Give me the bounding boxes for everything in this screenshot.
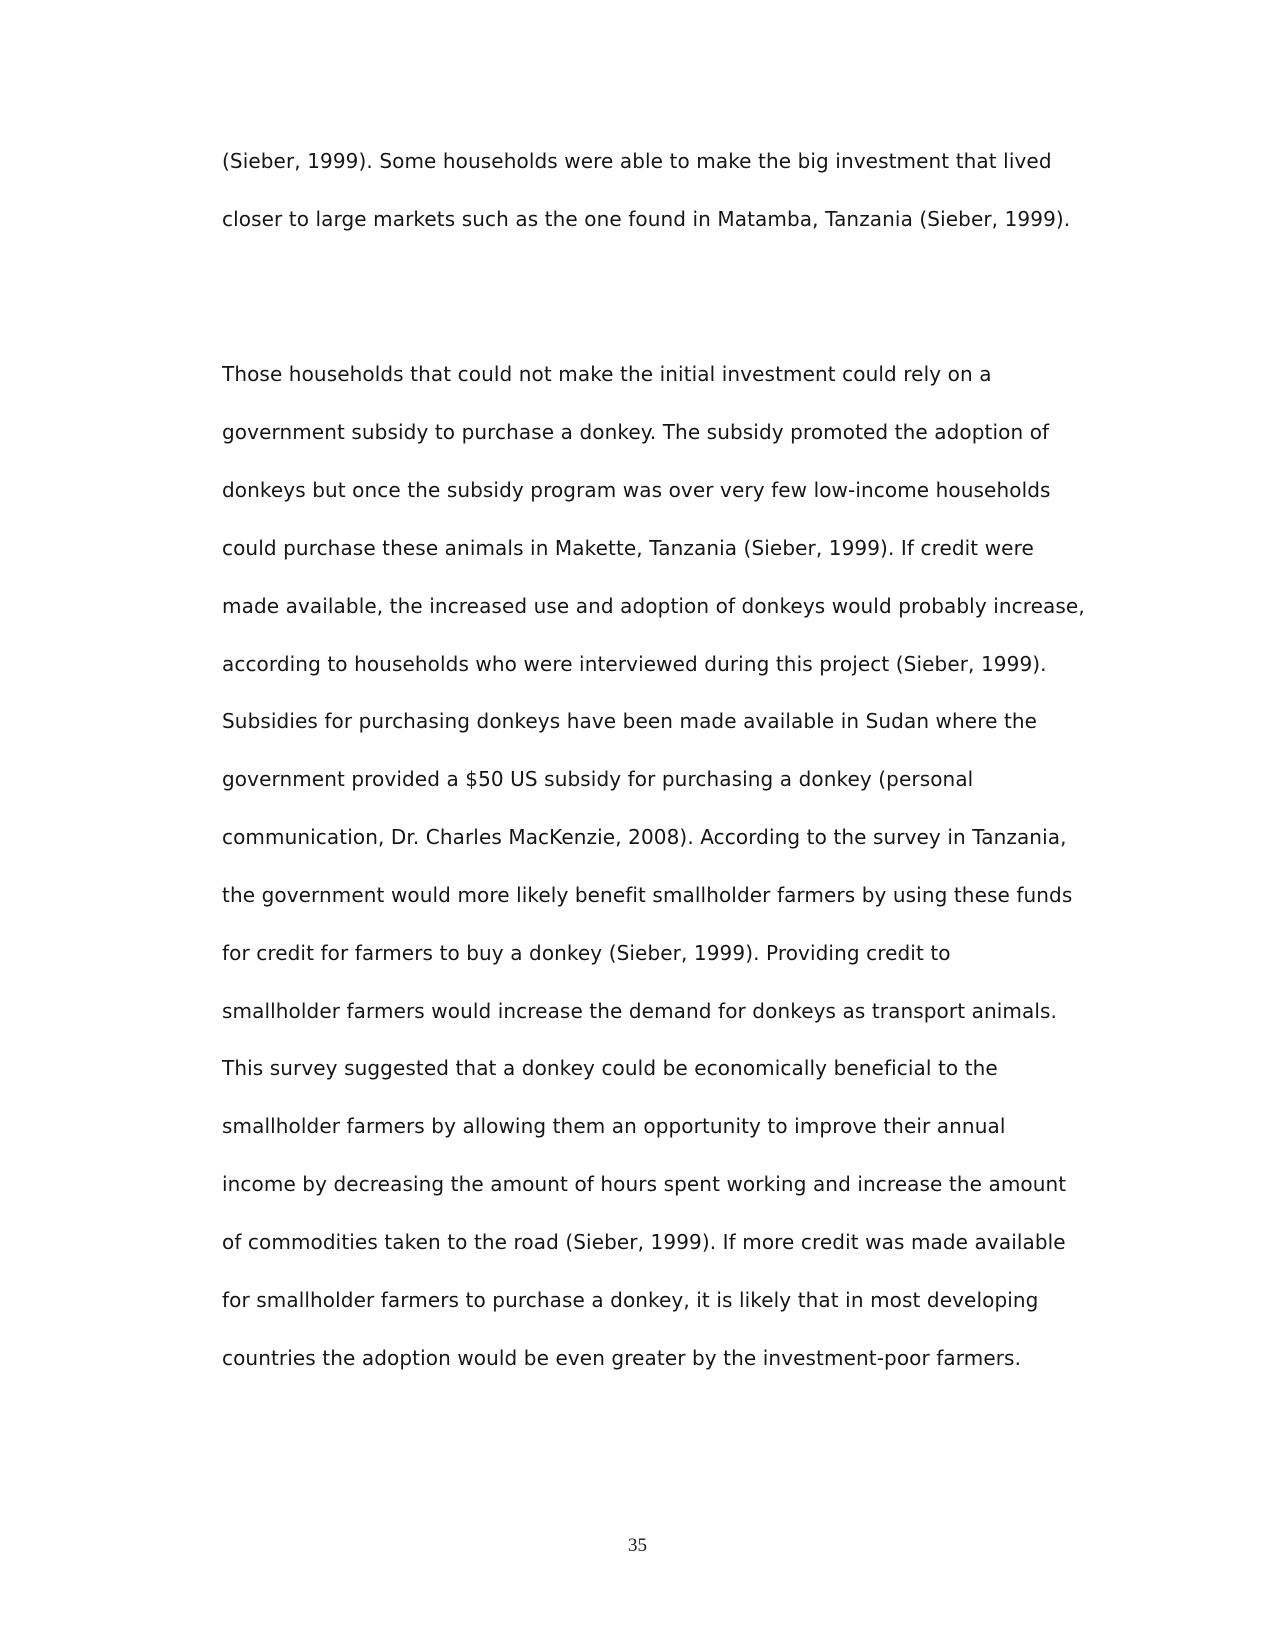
- text-line: smallholder farmers by allowing them an opportunity to improve their annual: [222, 1114, 1006, 1138]
- text-line: for credit for farmers to buy a donkey (Sieber, 1999). Providing credit to: [222, 941, 951, 965]
- text-line: income by decreasing the amount of hours spent working and increase the amount: [222, 1172, 1067, 1196]
- text-line: (Sieber, 1999). Some households were able to make the big investment that lived: [222, 149, 1052, 173]
- text-line: could purchase these animals in Makette, Tanzania (Sieber, 1999). If credit were: [222, 536, 1034, 560]
- text-line: countries the adoption would be even greater by the investment-poor farmers.: [222, 1346, 1022, 1370]
- text-line: smallholder farmers would increase the demand for donkeys as transport animals.: [222, 999, 1057, 1023]
- text-line: the government would more likely benefit smallholder farmers by using these funds: [222, 883, 1073, 907]
- page-number: 35: [628, 1535, 647, 1556]
- text-line: donkeys but once the subsidy program was over very few low-income households: [222, 478, 1051, 502]
- text-line: closer to large markets such as the one found in Matamba, Tanzania (Sieber, 1999).: [222, 207, 1071, 231]
- text-line: government provided a $50 US subsidy for purchasing a donkey (personal: [222, 767, 974, 791]
- text-line: made available, the increased use and adoption of donkeys would probably increase,: [222, 594, 1085, 618]
- text-line: according to households who were interviewed during this project (Sieber, 1999).: [222, 652, 1047, 676]
- text-line: communication, Dr. Charles MacKenzie, 2008). According to the survey in Tanzania,: [222, 825, 1067, 849]
- text-line: of commodities taken to the road (Sieber, 1999). If more credit was made available: [222, 1230, 1066, 1254]
- text-line: Subsidies for purchasing donkeys have been made available in Sudan where the: [222, 709, 1038, 733]
- text-line: for smallholder farmers to purchase a donkey, it is likely that in most developing: [222, 1288, 1039, 1312]
- text-line: This survey suggested that a donkey could be economically beneficial to the: [222, 1056, 998, 1080]
- text-line: Those households that could not make the initial investment could rely on a: [222, 362, 992, 386]
- text-line: government subsidy to purchase a donkey. The subsidy promoted the adoption of: [222, 420, 1050, 444]
